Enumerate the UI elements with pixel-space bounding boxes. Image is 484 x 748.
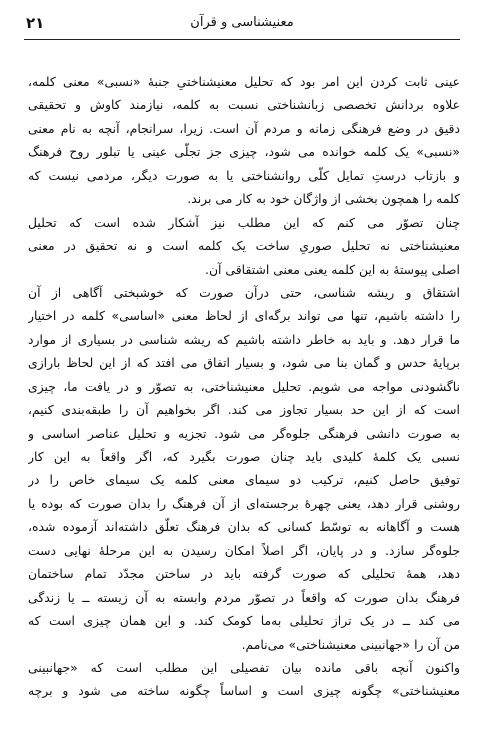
text-line: کلمه را همچون بخشی از واژگان خود به کار می برند. bbox=[187, 191, 460, 207]
text-line: معنیشناختی» چگونه چیزی است و اساساً چگونه ساخته می شود و برچه bbox=[28, 683, 460, 699]
text-line: علاوه بردانش تخصصی زبانشناختی نسبت به کلمه، نیازمند کاوش و تحقیقی bbox=[28, 97, 460, 113]
text-line: هست و آگاهانه به توسّط کسانی که بدان فرهنگ تعلّق داشته‌اند آزموده شده، bbox=[28, 519, 460, 535]
text-line: روشنی قرار دهد، یعنی چهرهٔ برجسته‌ای از آن فرهنگ را بدان صورت که بوده یا bbox=[28, 495, 460, 511]
text-line: اصلی پیوستهٔ به این کلمه یعنی معنی اشتقاقی آن. bbox=[205, 261, 460, 277]
text-line: واکنون آنچه باقی مانده بیان تفصیلی این مطلب است که «جهانبینی bbox=[28, 659, 460, 675]
text-line: چنان تصوّر می کنم که این مطلب نیز آشکار شده است که تحلیل bbox=[28, 214, 460, 230]
text-line: من آن را «جهانبینی معنیشناختی» می‌نامم. bbox=[241, 636, 460, 652]
text-line: توفیق حاصل کنیم، ترکیب دو سیمای معنی کلمه یک سیمای خاص را در bbox=[28, 472, 460, 488]
text-line: معنیشناختی نه تحلیل صوریِ ساخت یک کلمه است و نه تحقیق در معنی bbox=[28, 238, 460, 254]
text-line: جلوه‌گر سازد. و در پایان، اگر اصلاً امکان رسیدن به این مرحلهٔ نهایی دست bbox=[28, 542, 460, 558]
page-number: ۲۱ bbox=[26, 14, 45, 32]
text-line: عینی ثابت کردن این امر بود که تحلیل معنیشناختیِ جنبهٔ «نسبی» معنی کلمه، bbox=[28, 74, 460, 89]
text-line: برپایهٔ حدس و گمان بنا می شود، و بسیار اتفاق می افتد که از این لحاظ بارازی bbox=[28, 355, 460, 371]
text-line: را داشته باشیم، تنها می تواند برگه‌ای از لحاظ معنی «اساسی» کلمه در اختیار bbox=[28, 308, 460, 324]
text-line: دهد، همهٔ تحلیلی که صورت گرفته باید در ساختن مجدّد تمام ساختمان bbox=[28, 566, 460, 582]
text-line: به صورت دانشی فرهنگی جلوه‌گر می شود. تجزیه و تحلیل عناصر اساسی و bbox=[28, 425, 460, 441]
text-line: نسبی یک کلمهٔ کلیدی باید چنان صورت بگیرد که، اگر واقعاً به این کار bbox=[28, 449, 460, 464]
page-header bbox=[22, 14, 462, 38]
text-line: می کند ــ در یک تراز تحلیلی به‌ما کومک کند. و این همان چیزی است که bbox=[28, 613, 460, 629]
text-line: اشتقاق و ریشه شناسی، حتی درآن صورت که خوشبختی آگاهی از آن bbox=[28, 284, 460, 300]
text-line: ما قرار دهد. و باید به خاطر داشته باشیم که ریشه شناسی در بسیاری از موارد bbox=[28, 331, 460, 347]
text-line: فرهنگ بدان صورت که واقعاً در تصوّر مردم وابسته به آن زیسته ــ یا زندگی bbox=[28, 589, 460, 605]
text-line: ناگشودنی مواجه می شویم. تحلیل معنیشناختی، به تصوّر و در یافت ما، چیزی bbox=[28, 378, 460, 394]
body-text bbox=[28, 70, 460, 703]
text-line: دقیق در وضع فرهنگی زمانه و مردم آن است. زیرا، سرانجام، آنچه به نام معنی bbox=[28, 120, 460, 136]
text-line: «نسبی» یک کلمه خوانده می شود، چیزی جز تجلّی عینی یا تبلور روح فرهنگ bbox=[28, 144, 460, 160]
header-rule bbox=[24, 39, 460, 40]
text-line: و بازتاب درستِ تمایل کلّی روانشناختی یا به صورت دیگر، مردمی نیست که bbox=[28, 167, 460, 183]
running-title: معنیشناسی و قرآن bbox=[190, 15, 294, 30]
text-line: است که از این حد بسیار تجاوز می کند. اگر بخواهیم آن را طبقه‌بندی کنیم، bbox=[28, 402, 460, 418]
